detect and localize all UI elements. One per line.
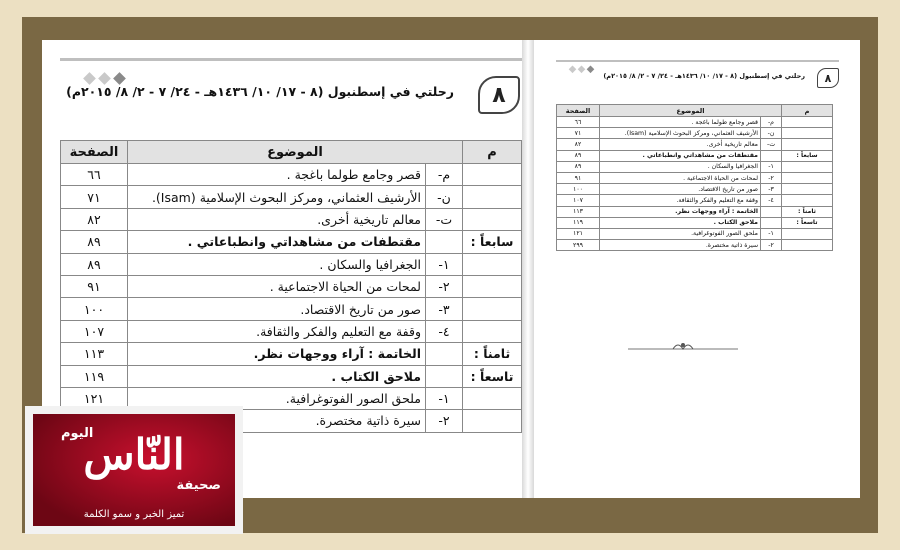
table-row [557,240,833,251]
row-section-number [463,298,522,320]
table-row [557,161,833,172]
row-topic: قصر وجامع طولما باغجة . [600,117,761,128]
row-page: ٨٢ [557,139,600,150]
row-topic: وقفة مع التعليم والفكر والثقافة. [600,195,761,206]
row-topic: صور من تاريخ الاقتصاد. [128,298,426,320]
row-section-number [463,387,522,409]
row-page: ١٢١ [557,228,600,239]
row-section-number: تاسعاً : [463,365,522,387]
row-page: ١١٣ [557,206,600,217]
row-sub-number [761,150,782,161]
row-section-number [782,184,833,195]
col-m-header: م [782,105,833,117]
row-topic: الأرشيف العثماني، ومركز البحوث الإسلامية (Isam). [128,186,426,208]
row-section-number: تاسعاً : [782,217,833,228]
table-row [557,228,833,239]
row-page: ٨٩ [557,161,600,172]
row-sub-number: ١- [426,387,463,409]
row-page: ٨٩ [61,253,128,275]
col-topic-header: الموضوع [128,141,463,164]
page-title: رحلتي في إسطنبول (٨ - ١٧/ ١٠/ ١٤٣٦هـ - ٢٤/ ٧ - ٢/ ٨/ ٢٠١٥م) [66,84,454,99]
table-row [557,139,833,150]
row-section-number [782,139,833,150]
table-row [61,231,522,253]
row-sub-number: ن- [426,186,463,208]
row-section-number: سابعاً : [782,150,833,161]
row-section-number [782,228,833,239]
row-page: ١١٣ [61,343,128,365]
table-row [557,172,833,183]
row-sub-number [761,206,782,217]
table-row [61,275,522,297]
row-section-number: سابعاً : [463,231,522,253]
row-topic: معالم تاريخية أخرى. [600,139,761,150]
row-sub-number: ٢- [426,275,463,297]
row-section-number [463,164,522,186]
right-page [556,60,839,480]
logo-name: النّاس [83,430,185,479]
row-page: ٩١ [557,172,600,183]
page-gutter [522,40,534,498]
row-topic: وقفة مع التعليم والفكر والثقافة. [128,320,426,342]
table-row [61,208,522,230]
table-row [61,365,522,387]
row-topic: لمحات من الحياة الاجتماعية . [600,172,761,183]
header-rule [556,60,839,62]
row-sub-number: ن- [761,128,782,139]
row-sub-number: ٤- [761,195,782,206]
logo-background [33,414,235,526]
table-row [61,186,522,208]
row-sub-number: ١- [761,228,782,239]
row-page: ٧١ [61,186,128,208]
row-sub-number [761,217,782,228]
row-page: ٨٩ [61,231,128,253]
row-sub-number: ٣- [426,298,463,320]
page-title: رحلتي في إسطنبول (٨ - ١٧/ ١٠/ ١٤٣٦هـ - ٢٤/ ٧ - ٢/ ٨/ ٢٠١٥م) [603,72,805,80]
row-section-number: ثامناً : [782,206,833,217]
logo-newspaper: صحيفة [176,478,221,493]
contents-table [556,104,833,251]
page-number-badge: ٨ [478,76,520,114]
table-row [557,217,833,228]
row-section-number [463,410,522,432]
table-row [61,320,522,342]
header-rule [60,58,522,61]
row-section-number: ثامناً : [463,343,522,365]
row-topic: الجغرافيا والسكان . [600,161,761,172]
row-page: ١٠٧ [61,320,128,342]
table-row [557,206,833,217]
row-sub-number: ٣- [761,184,782,195]
row-section-number [782,161,833,172]
row-topic: مقتطفات من مشاهداتي وانطباعاتي . [128,231,426,253]
row-page: ١٠٠ [61,298,128,320]
row-sub-number: م- [761,117,782,128]
row-page: ٦٦ [557,117,600,128]
table-row [61,164,522,186]
row-sub-number: ت- [426,208,463,230]
logo-tagline: تميز الخبر و سمو الكلمة [83,509,185,520]
row-sub-number [426,343,463,365]
row-sub-number: ٢- [426,410,463,432]
row-section-number [782,172,833,183]
col-page-header: الصفحة [61,141,128,164]
col-page-header: الصفحة [557,105,600,117]
row-page: ٩١ [61,275,128,297]
row-page: ١٢١ [61,387,128,409]
table-row [557,184,833,195]
row-sub-number: ٢- [761,240,782,251]
row-page: ١٠٠ [557,184,600,195]
table-row [557,150,833,161]
row-sub-number: م- [426,164,463,186]
page-number-badge: ٨ [817,68,839,88]
decorative-flourish [628,340,738,356]
table-row [61,253,522,275]
row-sub-number: ٢- [761,172,782,183]
row-sub-number [426,365,463,387]
row-section-number [782,195,833,206]
row-topic: ملاحق الكتاب . [128,365,426,387]
row-topic: الخاتمة : آراء ووجهات نظر. [600,206,761,217]
table-row [557,195,833,206]
row-topic: لمحات من الحياة الاجتماعية . [128,275,426,297]
row-topic: صور من تاريخ الاقتصاد. [600,184,761,195]
row-section-number [463,186,522,208]
row-topic: قصر وجامع طولما باغجة . [128,164,426,186]
row-section-number [463,275,522,297]
contents-table [60,140,522,433]
row-sub-number: ١- [426,253,463,275]
table-row [557,117,833,128]
row-topic: سيرة ذاتية مختصرة. [128,410,426,432]
row-topic: الأرشيف العثماني، ومركز البحوث الإسلامية (Isam). [600,128,761,139]
row-sub-number: ١- [761,161,782,172]
row-topic: مقتطفات من مشاهداتي وانطباعاتي . [600,150,761,161]
row-sub-number: ت- [761,139,782,150]
row-page: ٦٦ [61,164,128,186]
newspaper-logo [25,406,243,534]
row-section-number [782,240,833,251]
row-section-number [463,253,522,275]
logo-alyoum: اليوم [61,426,94,441]
row-sub-number [426,231,463,253]
row-page: ١٠٧ [557,195,600,206]
row-topic: ملحق الصور الفوتوغرافية. [128,387,426,409]
table-row [557,128,833,139]
row-page: ١١٩ [557,217,600,228]
row-sub-number: ٤- [426,320,463,342]
row-topic: الجغرافيا والسكان . [128,253,426,275]
header-ornament [568,63,595,74]
row-page: ٧١ [557,128,600,139]
row-section-number [463,320,522,342]
row-topic: معالم تاريخية أخرى. [128,208,426,230]
row-page: ١١٩ [61,365,128,387]
col-m-header: م [463,141,522,164]
col-topic-header: الموضوع [600,105,782,117]
row-topic: سيرة ذاتية مختصرة. [600,240,761,251]
row-topic: الخاتمة : آراء ووجهات نظر. [128,343,426,365]
row-section-number [782,117,833,128]
row-section-number [463,208,522,230]
table-row [61,343,522,365]
table-row [61,298,522,320]
row-topic: ملحق الصور الفوتوغرافية. [600,228,761,239]
row-page: ٨٢ [61,208,128,230]
row-section-number [782,128,833,139]
row-topic: ملاحق الكتاب . [600,217,761,228]
row-page: ٢٩٩ [557,240,600,251]
row-page: ٨٩ [557,150,600,161]
